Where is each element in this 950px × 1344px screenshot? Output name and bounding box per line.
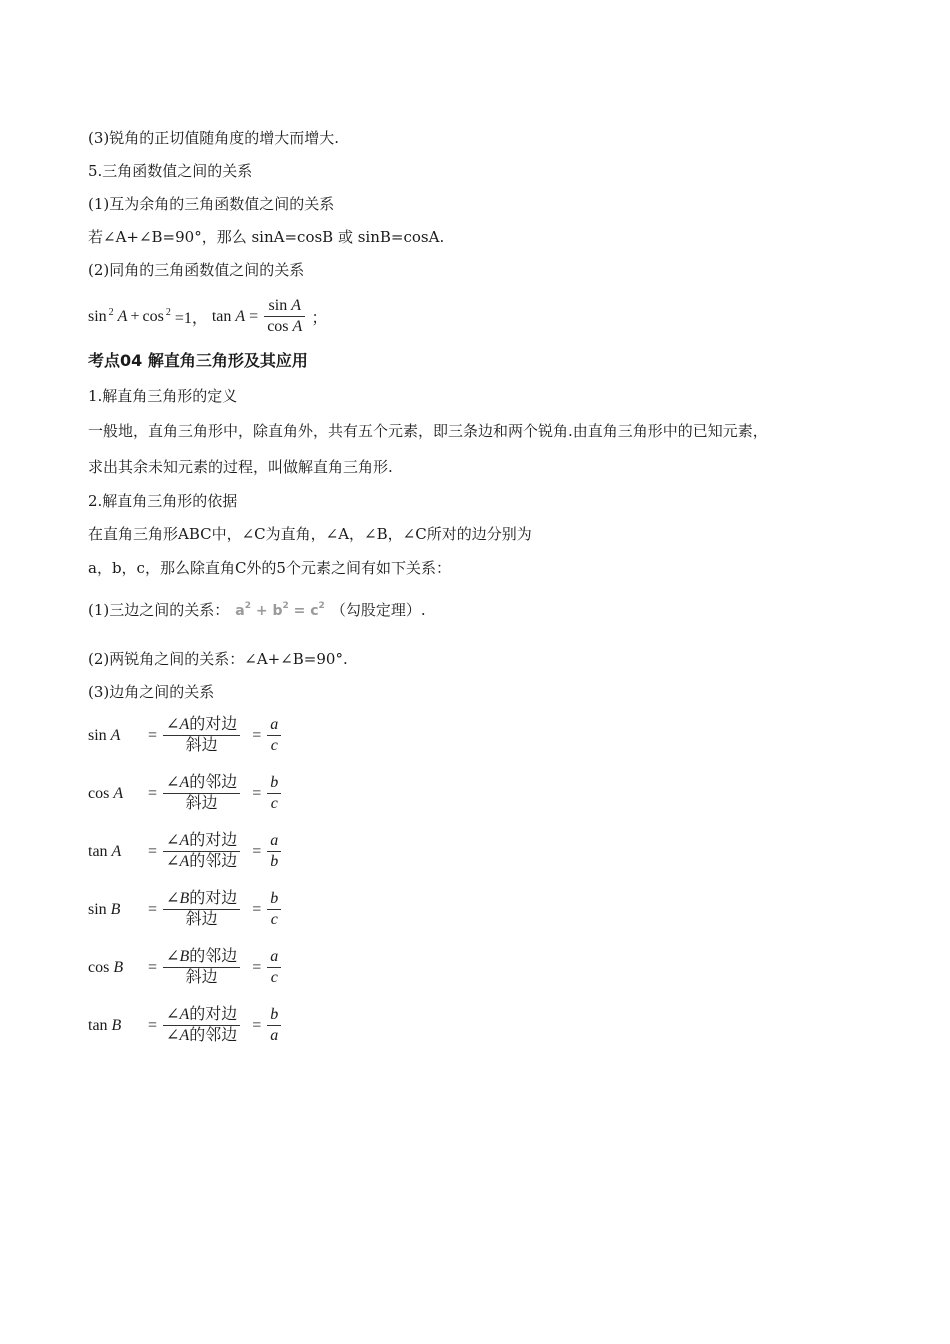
identity-formula bbox=[88, 296, 327, 337]
ratio-formula bbox=[88, 1005, 283, 1046]
formula-letter-fraction: $\frac{b}{c}$ bbox=[267, 773, 281, 814]
formula-eq: = bbox=[148, 726, 158, 744]
ratio-formula bbox=[88, 831, 283, 872]
section-heading: 考点04 解直角三角形及其应用 bbox=[88, 351, 308, 370]
formula-eq-2: = bbox=[252, 726, 262, 744]
formula-eq-2: = bbox=[252, 842, 262, 860]
identity-cos: cos $^2$ bbox=[142, 307, 171, 325]
formula-word-fraction: $\frac{\text{∠A的邻边}}{\text{斜边}}$ bbox=[163, 773, 240, 814]
identity-eq: = bbox=[249, 307, 259, 325]
text-line-same-angle: (2)同角的三角函数值之间的关系 bbox=[88, 261, 305, 279]
identity-tail: ； bbox=[311, 310, 328, 327]
identity-eq-one: =1， bbox=[174, 310, 208, 327]
formula-eq: = bbox=[148, 1016, 158, 1034]
formula-lhs: tan A bbox=[88, 842, 122, 860]
formula-letter-fraction: $\frac{a}{b}$ bbox=[267, 831, 281, 872]
text-line-definition-title: 1.解直角三角形的定义 bbox=[88, 387, 238, 405]
formula-eq: = bbox=[148, 900, 158, 918]
ratio-formula bbox=[88, 889, 283, 930]
pythagoras-note: （勾股定理）. bbox=[330, 601, 426, 619]
text-line-acute-angles: (2)两锐角之间的关系：∠A+∠B=90°. bbox=[88, 650, 348, 668]
formula-eq-2: = bbox=[252, 784, 262, 802]
formula-eq-2: = bbox=[252, 958, 262, 976]
formula-letter-fraction: $\frac{a}{c}$ bbox=[267, 715, 281, 756]
text-line-basis-2: a，b，c，那么除直角C外的5个元素之间有如下关系： bbox=[88, 559, 451, 577]
formula-eq-2: = bbox=[252, 900, 262, 918]
formula-lhs: sin B bbox=[88, 900, 121, 918]
ratio-formula bbox=[88, 715, 283, 756]
pythagoras-label: (1)三边之间的关系： bbox=[88, 601, 230, 619]
text-line-definition-1: 一般地，直角三角形中，除直角外，共有五个元素，即三条边和两个锐角.由直角三角形中的已知元素， bbox=[88, 422, 768, 440]
ratio-formula bbox=[88, 773, 283, 814]
formula-letter-fraction: $\frac{b}{a}$ bbox=[267, 1005, 281, 1046]
text-line-pythagoras bbox=[88, 595, 426, 622]
pythagoras-formula: $a^2 + b^2 = c^2$ bbox=[235, 601, 325, 619]
text-line-tangent-increase: (3)锐角的正切值随角度的增大而增大. bbox=[88, 129, 340, 147]
text-line-side-angle: (3)边角之间的关系 bbox=[88, 683, 215, 701]
formula-lhs: cos B bbox=[88, 958, 124, 976]
formula-letter-fraction: $\frac{a}{c}$ bbox=[267, 947, 281, 988]
formula-lhs: cos A bbox=[88, 784, 124, 802]
ratio-formula bbox=[88, 947, 283, 988]
formula-word-fraction: $\frac{\text{∠B的对边}}{\text{斜边}}$ bbox=[163, 889, 240, 930]
formula-lhs: sin A bbox=[88, 726, 121, 744]
formula-word-fraction: $\frac{\text{∠A的对边}}{\text{斜边}}$ bbox=[163, 715, 240, 756]
identity-fraction: $\frac{\text{sin A}}{\text{cos A}}$ bbox=[264, 296, 305, 337]
text-line-section-5: 5.三角函数值之间的关系 bbox=[88, 162, 253, 180]
identity-tan-var: A bbox=[235, 307, 246, 325]
formula-letter-fraction: $\frac{b}{c}$ bbox=[267, 889, 281, 930]
formula-eq: = bbox=[148, 958, 158, 976]
text-line-complementary: (1)互为余角的三角函数值之间的关系 bbox=[88, 195, 335, 213]
identity-sin: sin $^2$ A bbox=[88, 307, 128, 325]
text-line-definition-2: 求出其余未知元素的过程，叫做解直角三角形. bbox=[88, 458, 393, 476]
text-line-basis-1: 在直角三角形ABC中，∠C为直角，∠A，∠B，∠C所对的边分别为 bbox=[88, 525, 532, 543]
formula-lhs: tan B bbox=[88, 1016, 122, 1034]
formula-eq-2: = bbox=[252, 1016, 262, 1034]
text-line-complementary-rule: 若∠A+∠B=90°，那么 sinA=cosB 或 sinB=cosA. bbox=[88, 228, 445, 246]
formula-eq: = bbox=[148, 842, 158, 860]
formula-word-fraction: $\frac{\text{∠A的对边}}{\text{∠A的邻边}}$ bbox=[163, 1005, 240, 1046]
identity-tan: tan bbox=[211, 307, 232, 325]
formula-eq: = bbox=[148, 784, 158, 802]
identity-plus: + bbox=[130, 307, 140, 325]
text-line-basis-title: 2.解直角三角形的依据 bbox=[88, 492, 238, 510]
formula-word-fraction: $\frac{\text{∠A的对边}}{\text{∠A的邻边}}$ bbox=[163, 831, 240, 872]
formula-word-fraction: $\frac{\text{∠B的邻边}}{\text{斜边}}$ bbox=[163, 947, 240, 988]
